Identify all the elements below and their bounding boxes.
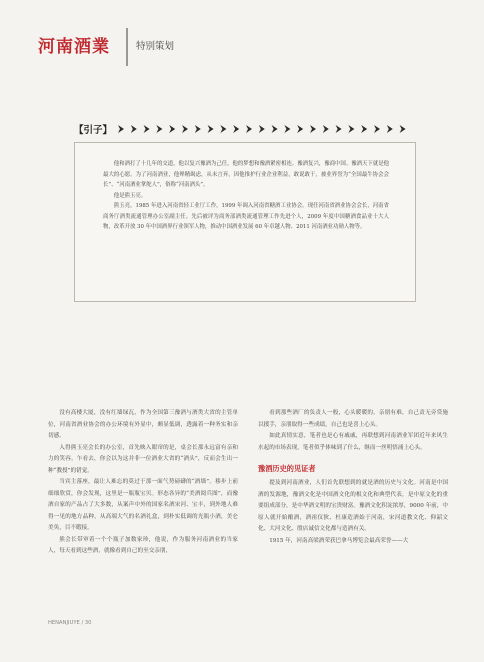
arrow-icon bbox=[220, 125, 226, 133]
arrow-icon bbox=[118, 125, 124, 133]
section-label: 特别策划 bbox=[136, 41, 175, 52]
intro-paragraph: 熊玉亮，1985 年进入河南省轻工业厅工作，1999 年调入河南省糖酒工业协会。现任河南省酒业协会会长，河南省商务厅酒类流通管理办公室副主任。先后被评为商务部酒类流通管理工作先进个人，2009 年度中国糖酒食品业十大人物，改革开放 30 年中国酒界行业领军人物，推动中国酒业发展 60 年卓越人物、2011 河南酒业功勋人物等。 bbox=[103, 203, 389, 230]
right-column bbox=[258, 408, 448, 547]
arrow-icon bbox=[169, 125, 175, 133]
section-subheading: 豫酒历史的见证者 bbox=[258, 464, 316, 473]
arrow-icon bbox=[182, 125, 188, 133]
arrow-icon bbox=[310, 125, 316, 133]
arrow-icon bbox=[272, 125, 278, 133]
intro-bar bbox=[74, 122, 414, 136]
arrow-icon bbox=[387, 125, 393, 133]
body-paragraph: 提及到河南酒业，人们首先联想到的就是酒的历史与文化。河南是中国酒的发源地，豫酒文化是中国酒文化的根文化和典型代表，是中原文化的重要组成部分，是中华酒文明的宝贵财富。豫酒文化积淀浓厚，9000 年前，中原人就开始酿酒，酒祖仪狄、杜康造酒始于河南，宋河道教文化、仰韶文化、大河文化、殷店诚信文化都与造酒有关。 bbox=[258, 480, 448, 532]
arrow-icon bbox=[208, 125, 214, 133]
arrow-icon bbox=[131, 125, 137, 133]
arrow-icon bbox=[348, 125, 354, 133]
arrow-icon bbox=[233, 125, 239, 133]
body-paragraph: 当宾主落座，最让人难忘的莫过于那一面气势磅礴的“酒墙”。移步上前细细欣赏，你会发现，这里是一瓶瓶宝贝。形态各异的“美酒阅兵图”，而豫酒自家的产品占了大多数，从案声中外的国家名酒宋河、宝丰，到外地人难得一见的地方品种，从高端大气的名酒礼盒，到朴实低调的光瓶小酒，美仑美奂，目不暇接。 bbox=[48, 479, 238, 531]
arrow-icon bbox=[374, 125, 380, 133]
body-paragraph: 熊会长带审着一个个瓶子加数家珍，他说，作为服务河南酒业的当家人，每天看到这些酒，就像看到自己的至交亲朋， bbox=[48, 536, 238, 554]
arrow-icon bbox=[144, 125, 150, 133]
body-paragraph: 入得熊玉亮会长的办公室，首先映入眼帘的是，桌会长那永远富有亲和力的笑容。乍看去，你会以为这并非一位酒业大省的“酒头”，反而会生出一种“教授”的错觉。 bbox=[48, 444, 238, 474]
intro-label: 【引子】 bbox=[74, 125, 113, 136]
arrow-icon bbox=[323, 125, 329, 133]
page-footer: HENANJIUYE / 30 bbox=[48, 620, 92, 626]
arrow-icon bbox=[195, 125, 201, 133]
arrow-icon bbox=[259, 125, 265, 133]
body-paragraph: 没有高楼大厦，没有红墙绿瓦，作为全国第三豫酒与酒类大省的主管单位，河南省酒业协会的办公环境有外显中，颇显低调，透露着一种务实和亲切感。 bbox=[48, 410, 238, 439]
body-paragraph: 看到那些酒厂的负责人一般，心头暖暖的。亲朋有难，自己责无旁贷施以援手，亲朋取得一些成绩，自己也是喜上心头。 bbox=[258, 410, 448, 428]
intro-paragraph: 他和酒打了十几年的交道，他以复兴豫酒为己任，他的梦想和豫酒紧密相连。豫酒复兴，豫商中国。豫酒天下就是他最大的心愿。为了河南酒业，他殚精竭虑，从未言弃，因他推护行业企业利益，敢说敢干，被业界誉为“全国最牛协会会长”、“河南酒业掌舵人”，俗称“河南酒头”。 bbox=[103, 161, 389, 188]
arrow-icon bbox=[336, 125, 342, 133]
intro-box-text bbox=[103, 159, 389, 233]
masthead-divider bbox=[126, 28, 128, 66]
masthead bbox=[38, 28, 238, 64]
arrow-icon bbox=[284, 125, 290, 133]
intro-box bbox=[74, 142, 416, 302]
arrow-row-decoration bbox=[118, 124, 414, 134]
body-paragraph: 如此真情实意，笔者也是心有戚戚，再联想到河南酒业军团近年来风生水起的市场表现，笔者似乎体味到了什么，继而一丝明悟涌上心头。 bbox=[258, 433, 448, 451]
arrow-icon bbox=[400, 125, 406, 133]
arrow-icon bbox=[361, 125, 367, 133]
arrow-icon bbox=[156, 125, 162, 133]
left-column bbox=[48, 408, 238, 558]
arrow-icon bbox=[246, 125, 252, 133]
intro-paragraph: 他是熊玉亮。 bbox=[113, 192, 147, 199]
arrow-icon bbox=[297, 125, 303, 133]
magazine-logo: 河南酒業 bbox=[38, 37, 110, 57]
body-paragraph: 1915 年，河南高梁酒荣获巴拿马博览会最高荣誉——大 bbox=[269, 537, 409, 544]
